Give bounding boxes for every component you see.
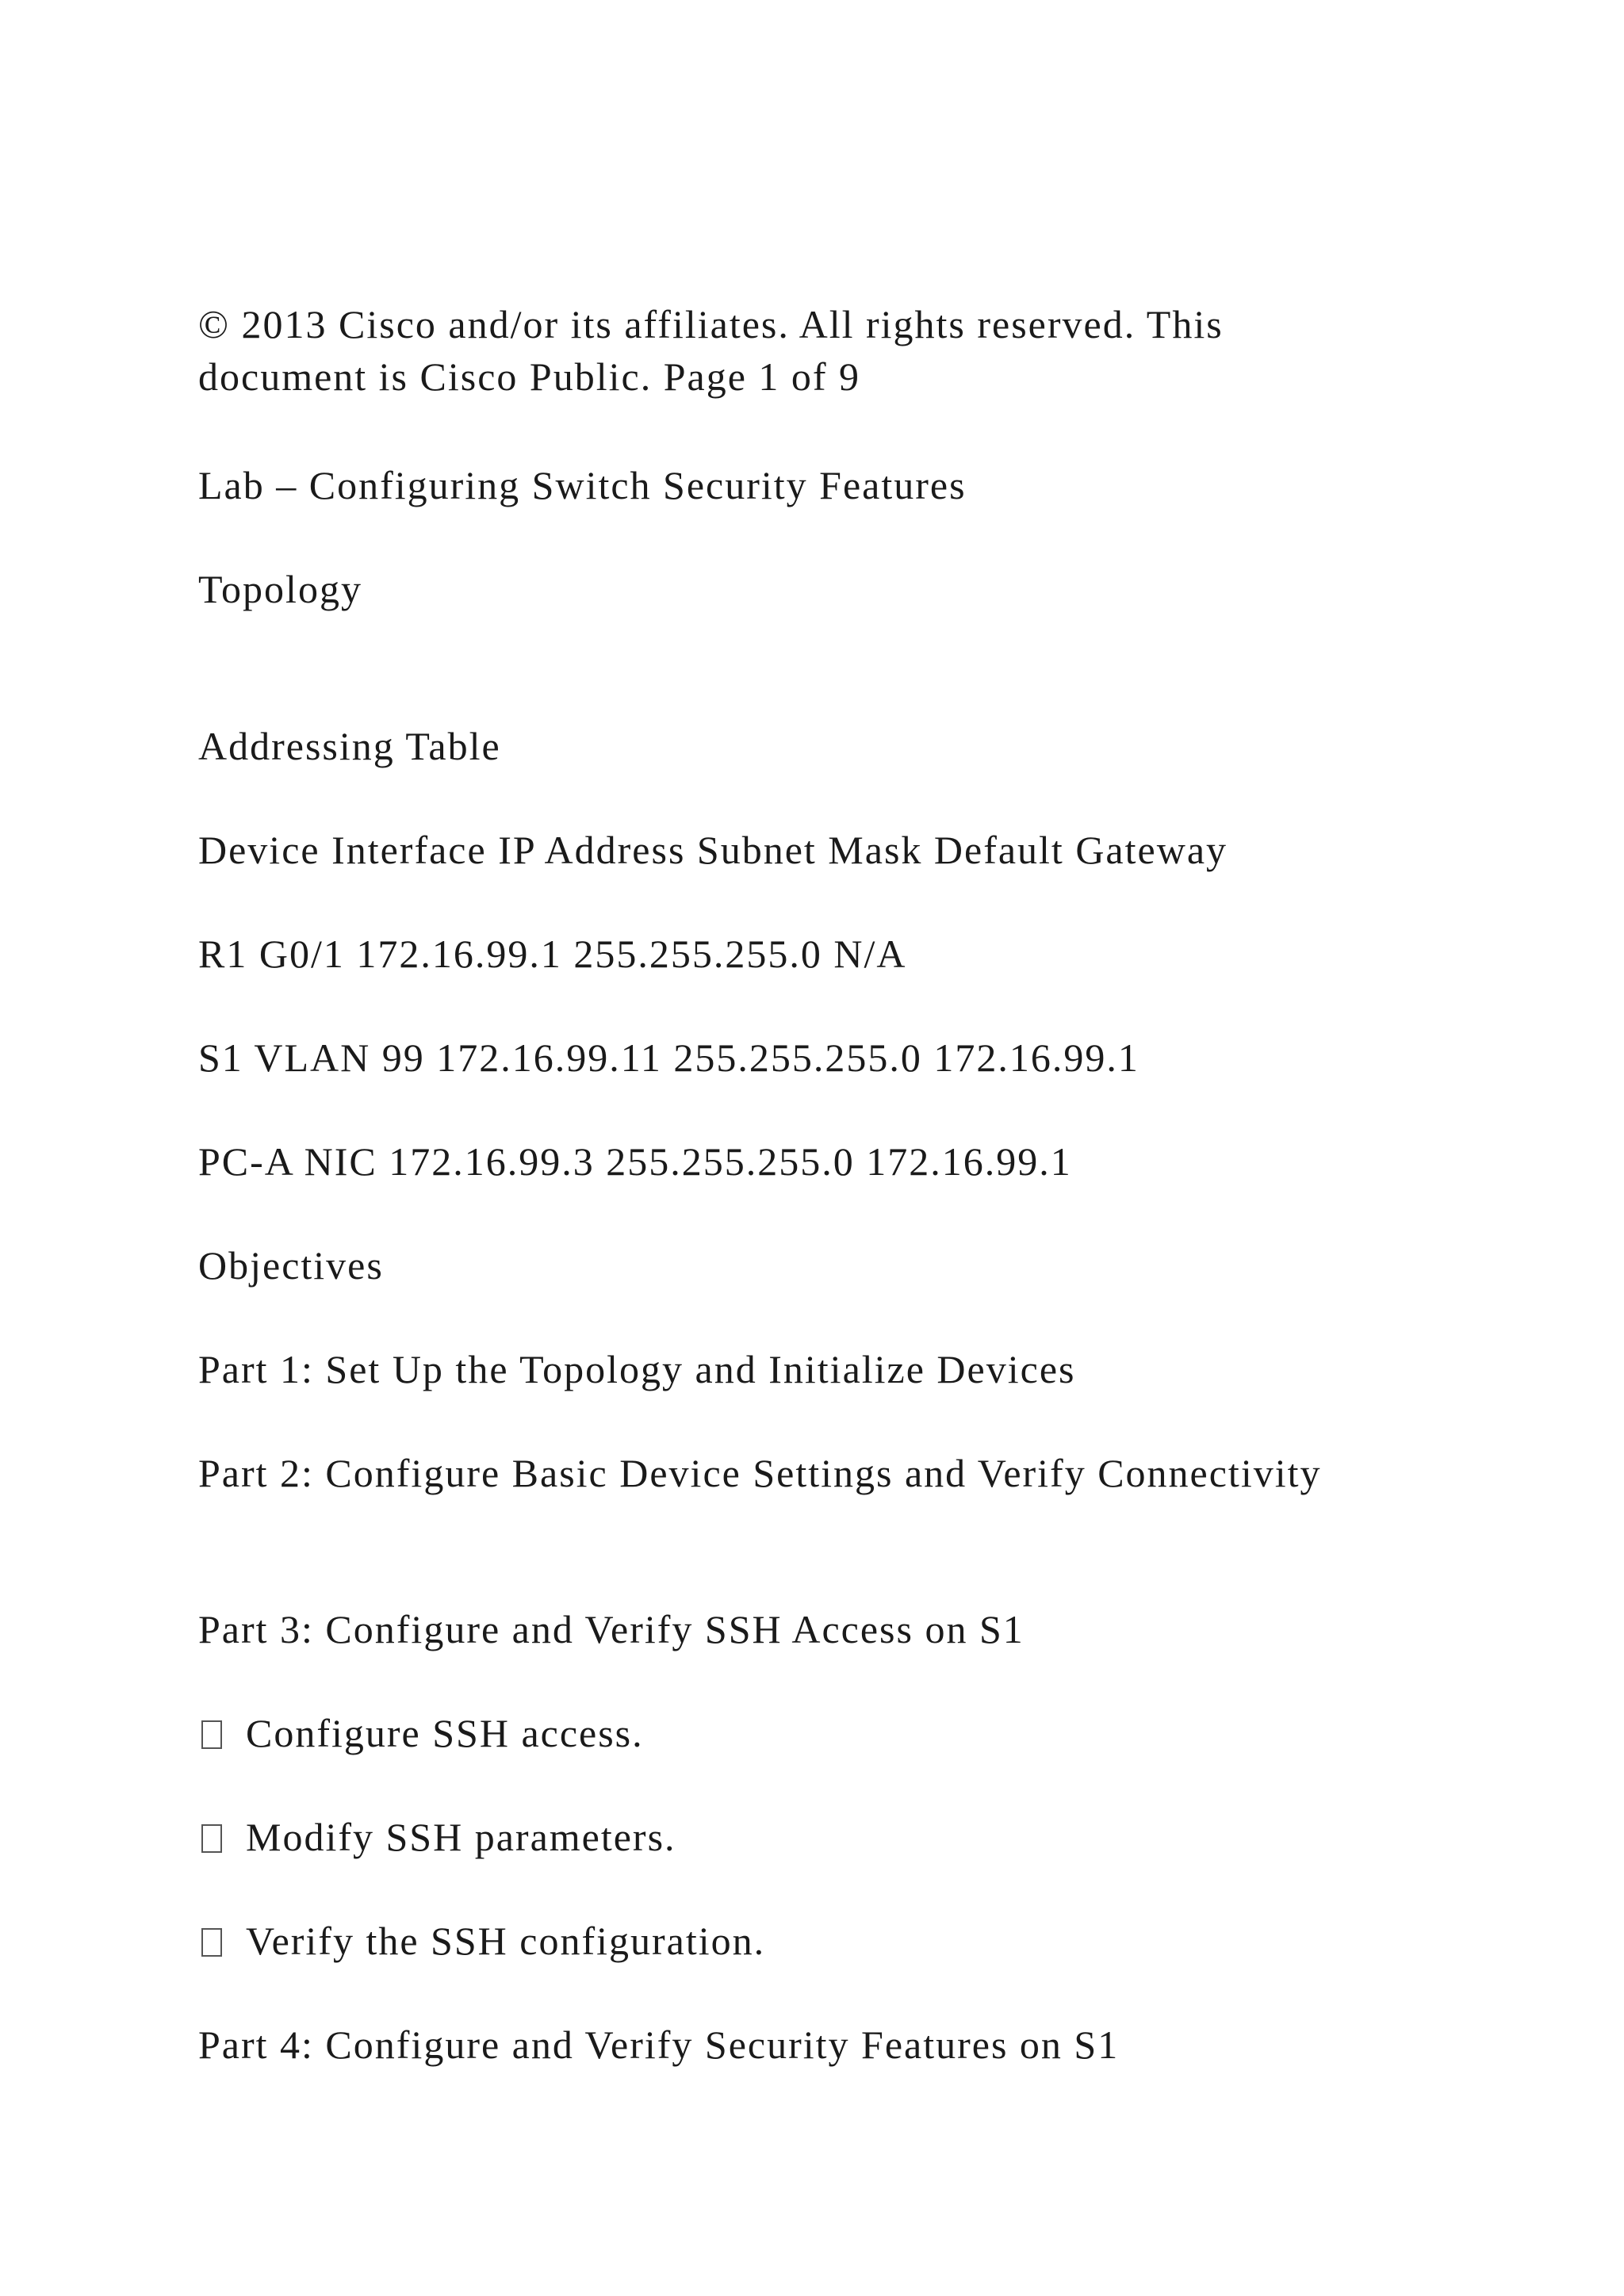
bullet-text: Configure SSH access. [246,1711,644,1755]
objective-part-2: Part 2: Configure Basic Device Settings and Verify Connectivity [198,1451,1322,1495]
objective-part-3: Part 3: Configure and Verify SSH Access on S1 [198,1607,1025,1651]
lab-title: Lab – Configuring Switch Security Features [198,463,967,507]
addressing-table-heading: Addressing Table [198,724,501,768]
objective-part-1: Part 1: Set Up the Topology and Initialize Devices [198,1347,1076,1391]
bullet-text: Verify the SSH configuration. [246,1919,766,1963]
objectives-heading: Objectives [198,1243,384,1288]
missing-glyph-bullet-icon [201,1928,222,1957]
bullet-item [198,1915,1388,1967]
copyright-notice: © 2013 Cisco and/or its affiliates. All rights reserved. This document is Cisco Public. Page 1 of 9 [198,302,1235,399]
missing-glyph-bullet-icon [201,1720,222,1749]
bullet-text: Modify SSH parameters. [246,1815,676,1859]
missing-glyph-bullet-icon [201,1824,222,1853]
table-row: S1 VLAN 99 172.16.99.11 255.255.255.0 172.16.99.1 [198,1035,1139,1080]
bullet-item [198,1811,1388,1863]
bullet-item [198,1707,1388,1759]
table-row: PC-A NIC 172.16.99.3 255.255.255.0 172.16.99.1 [198,1139,1072,1184]
table-header-row: Device Interface IP Address Subnet Mask Default Gateway [198,828,1228,872]
objective-part-4: Part 4: Configure and Verify Security Features on S1 [198,2022,1120,2067]
table-row: R1 G0/1 172.16.99.1 255.255.255.0 N/A [198,932,907,976]
topology-heading: Topology [198,567,362,611]
